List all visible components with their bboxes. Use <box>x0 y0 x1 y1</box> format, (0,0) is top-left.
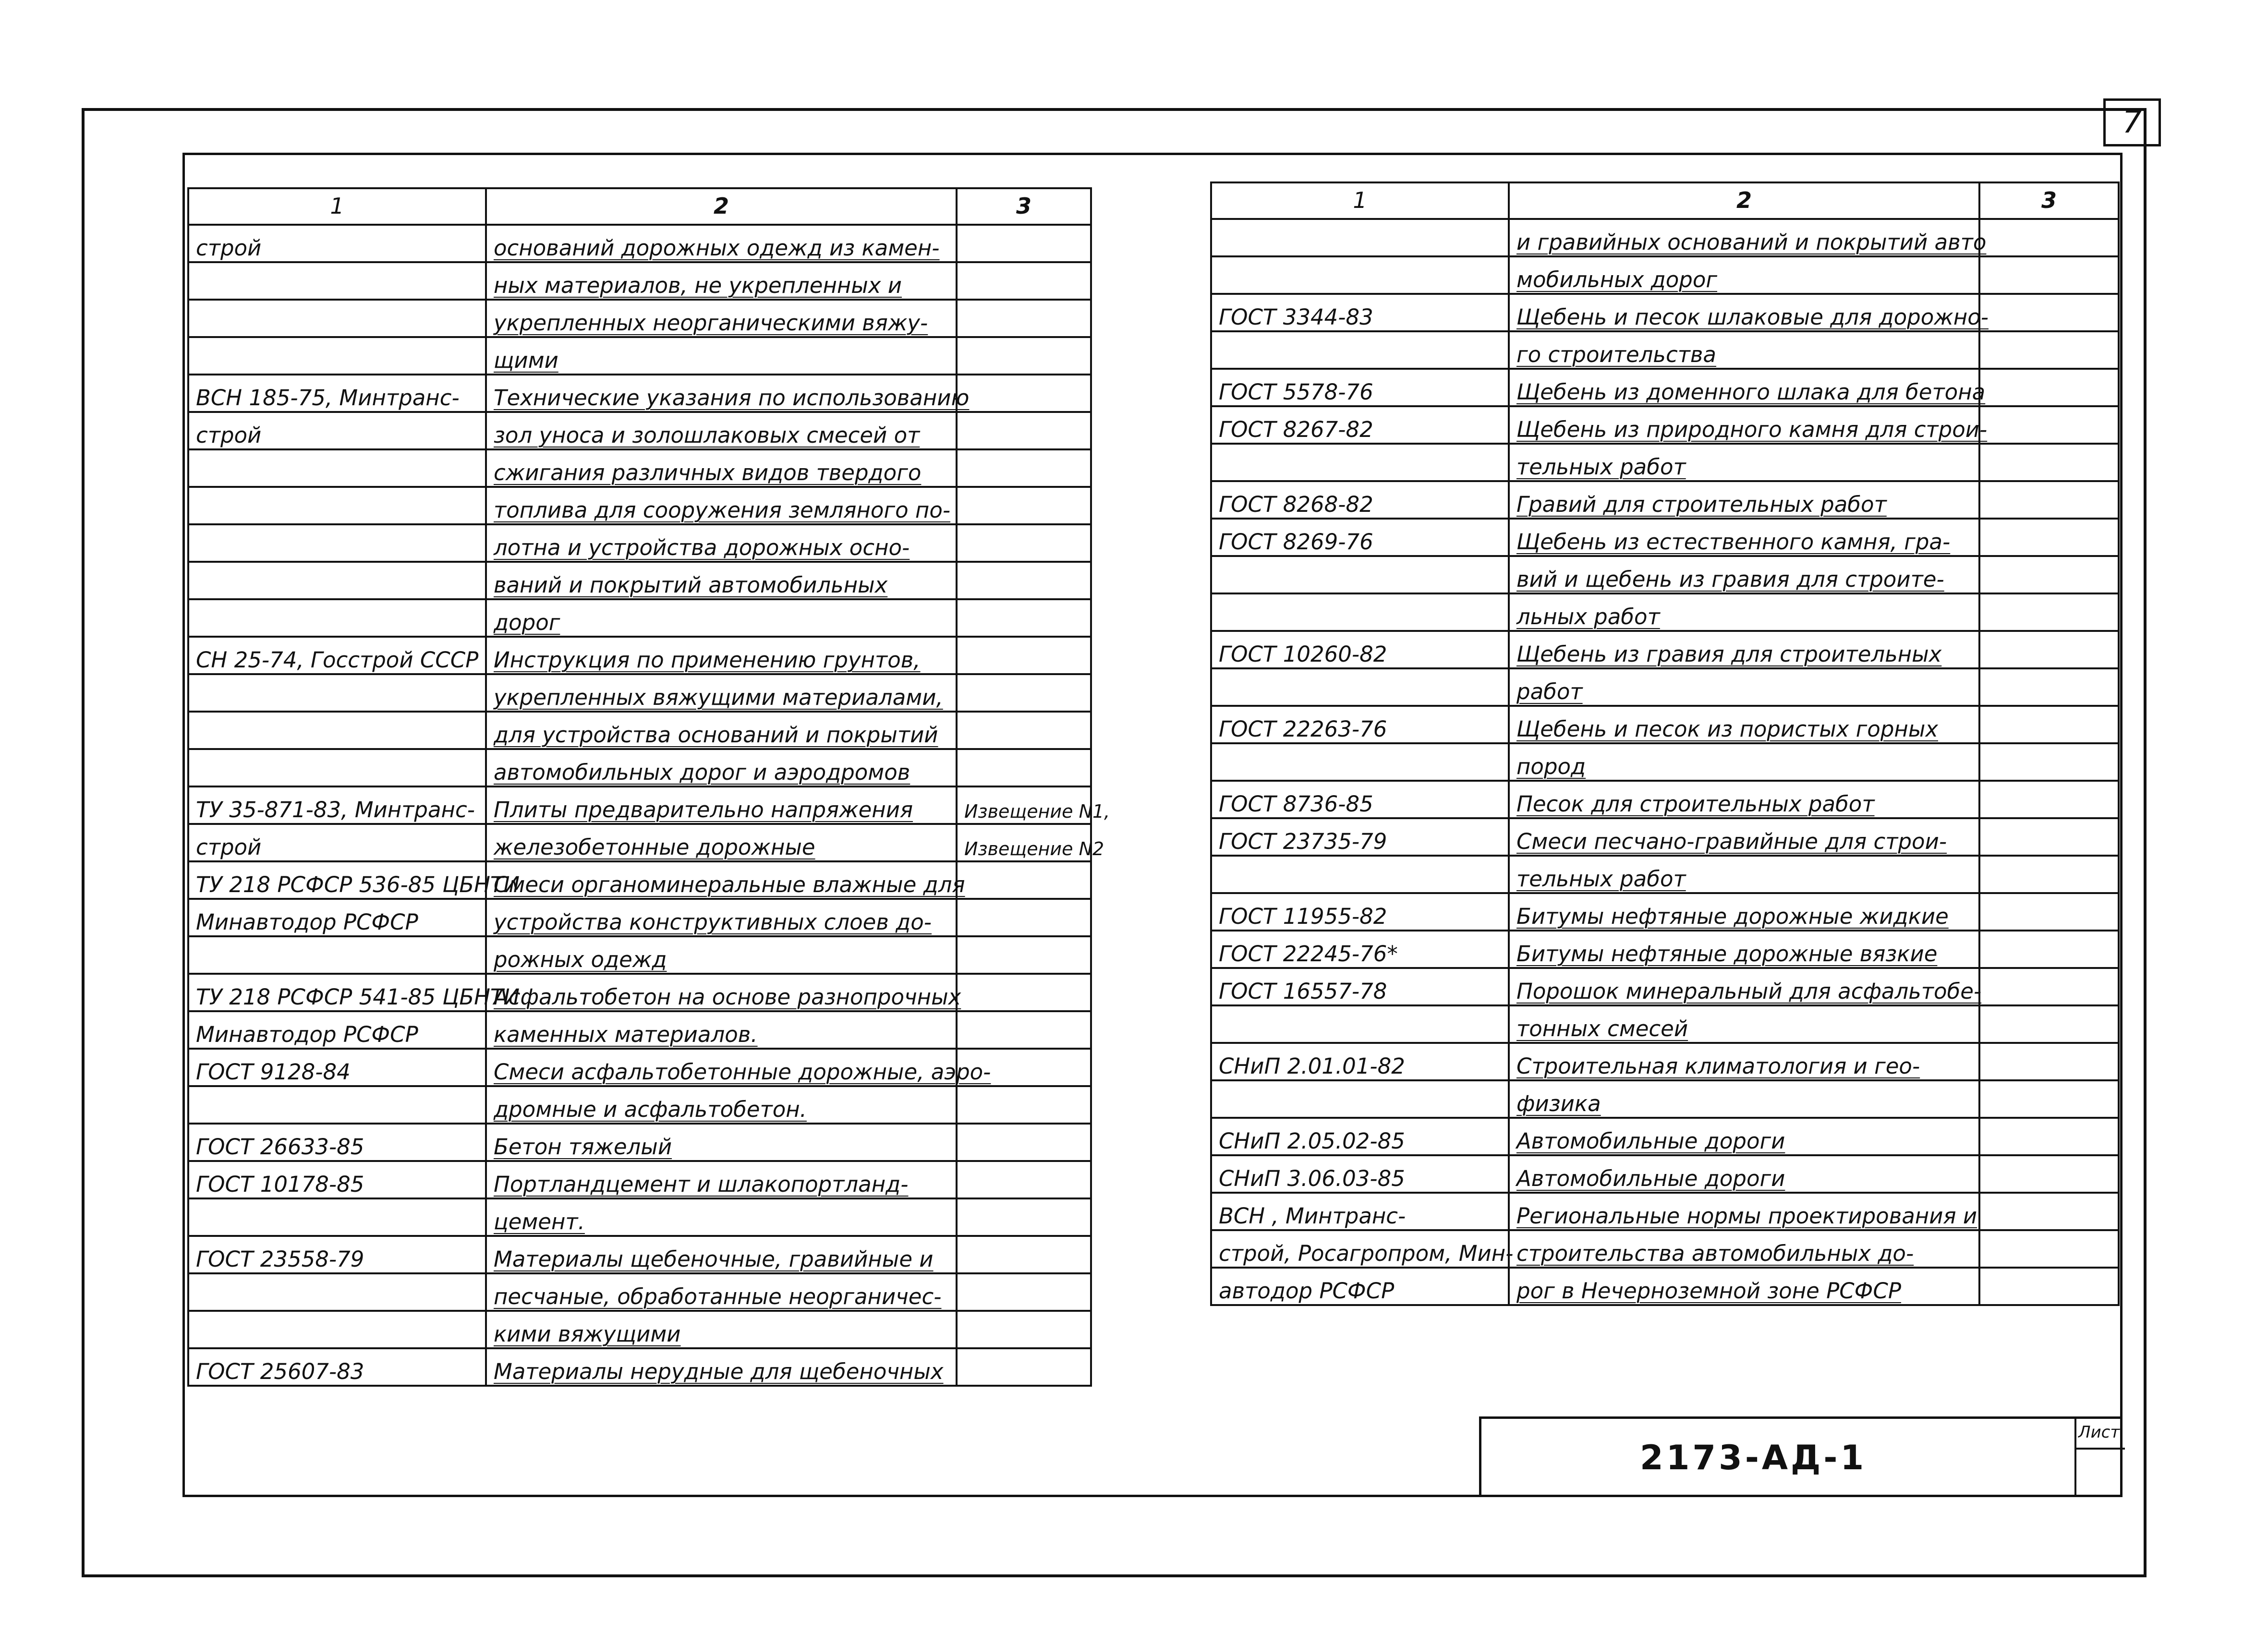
document-title-cell: Смеси органоминеральные влажные для <box>486 861 957 899</box>
note-cell <box>1979 818 2119 856</box>
document-title-cell: песчаные, обработанные неорганичес- <box>486 1273 957 1311</box>
document-code-cell <box>188 712 486 749</box>
document-code-cell <box>1211 593 1509 631</box>
note-cell <box>1979 856 2119 893</box>
table-row <box>188 375 1091 412</box>
table-row <box>188 1086 1091 1124</box>
table-row <box>188 300 1091 337</box>
document-code-cell <box>1211 1005 1509 1043</box>
table-row <box>188 637 1091 674</box>
document-title-cell: автомобильных дорог и аэродромов <box>486 749 957 786</box>
title-block <box>1479 1416 2122 1497</box>
document-code-cell: ГОСТ 8736-85 <box>1211 781 1509 818</box>
document-title-cell: вий и щебень из гравия для строите- <box>1509 556 1979 593</box>
document-code-cell: СНиП 2.05.02-85 <box>1211 1118 1509 1155</box>
note-cell <box>957 1161 1091 1198</box>
document-title-cell: го строительства <box>1509 331 1979 369</box>
right-table-header <box>1211 182 2119 219</box>
document-title-cell: физика <box>1509 1080 1979 1118</box>
document-code-cell: ВСН , Минтранс- <box>1211 1193 1509 1230</box>
table-row <box>1211 1080 2119 1118</box>
document-title-cell: Щебень из гравия для строительных <box>1509 631 1979 668</box>
document-code-cell <box>1211 1080 1509 1118</box>
table-row <box>1211 706 2119 743</box>
note-cell <box>957 599 1091 637</box>
document-title-cell: Региональные нормы проектирования и <box>1509 1193 1979 1230</box>
note-cell <box>1979 331 2119 369</box>
document-code-cell: СНиП 3.06.03-85 <box>1211 1155 1509 1193</box>
document-title-cell: ваний и покрытий автомобильных <box>486 562 957 599</box>
note-cell <box>1979 781 2119 818</box>
document-code-cell <box>188 524 486 562</box>
left-table-header <box>188 188 1091 225</box>
note-cell: Извещение N1, <box>957 786 1091 824</box>
document-code-cell: ГОСТ 11955-82 <box>1211 893 1509 931</box>
document-title-cell: тельных работ <box>1509 444 1979 481</box>
note-cell <box>1979 519 2119 556</box>
note-cell <box>1979 1155 2119 1193</box>
table-row <box>1211 444 2119 481</box>
sheet-label: Лист <box>2078 1423 2120 1442</box>
table-row <box>188 1273 1091 1311</box>
note-cell <box>957 1198 1091 1236</box>
document-title-cell: тонных смесей <box>1509 1005 1979 1043</box>
note-cell <box>957 861 1091 899</box>
table-row <box>188 749 1091 786</box>
document-code-cell: ГОСТ 23558-79 <box>188 1236 486 1273</box>
table-row <box>1211 406 2119 444</box>
document-code-cell: ГОСТ 23735-79 <box>1211 818 1509 856</box>
document-code-cell <box>188 749 486 786</box>
document-title-cell: Бетон тяжелый <box>486 1124 957 1161</box>
table-row <box>188 599 1091 637</box>
document-title-cell: ных материалов, не укрепленных и <box>486 262 957 300</box>
note-cell <box>957 487 1091 524</box>
document-title-cell: мобильных дорог <box>1509 256 1979 294</box>
document-code-cell <box>188 562 486 599</box>
note-cell <box>957 262 1091 300</box>
table-row <box>188 524 1091 562</box>
table-row <box>188 1161 1091 1198</box>
table-row <box>188 786 1091 824</box>
document-title-cell: льных работ <box>1509 593 1979 631</box>
note-cell <box>957 712 1091 749</box>
note-cell <box>1979 668 2119 706</box>
table-row <box>1211 856 2119 893</box>
left-reference-table <box>187 187 1110 1387</box>
note-cell <box>1979 1043 2119 1080</box>
table-row <box>188 712 1091 749</box>
note-cell <box>1979 369 2119 406</box>
note-cell <box>1979 556 2119 593</box>
column-header-2: 2 <box>486 188 957 225</box>
document-code-cell: Минавтодор РСФСР <box>188 899 486 936</box>
document-title-cell: Материалы щебеночные, гравийные и <box>486 1236 957 1273</box>
note-cell <box>1979 444 2119 481</box>
document-title-cell: рог в Нечерноземной зоне РСФСР <box>1509 1268 1979 1305</box>
note-cell <box>957 1011 1091 1049</box>
document-code-cell: строй <box>188 412 486 449</box>
document-title-cell: укрепленных вяжущими материалами, <box>486 674 957 712</box>
table-row <box>188 225 1091 262</box>
document-title-cell: Смеси асфальтобетонные дорожные, аэро- <box>486 1049 957 1086</box>
column-header-2: 2 <box>1509 182 1979 219</box>
document-title-cell: устройства конструктивных слоев до- <box>486 899 957 936</box>
table-row <box>1211 743 2119 781</box>
table-row <box>188 974 1091 1011</box>
document-code-cell <box>188 1198 486 1236</box>
document-code-cell <box>188 599 486 637</box>
table-row <box>188 824 1091 861</box>
document-code: 2173-АД-1 <box>1640 1438 1867 1477</box>
document-code-cell: СН 25-74, Госстрой СССР <box>188 637 486 674</box>
document-title-cell: Строительная климатология и гео- <box>1509 1043 1979 1080</box>
document-title-cell: Технические указания по использованию <box>486 375 957 412</box>
document-title-cell: укрепленных неорганическими вяжу- <box>486 300 957 337</box>
note-cell <box>1979 256 2119 294</box>
table-row <box>188 1348 1091 1386</box>
note-cell <box>957 974 1091 1011</box>
column-header-3: 3 <box>957 188 1091 225</box>
table-row <box>188 1198 1091 1236</box>
document-title-cell: и гравийных оснований и покрытий авто <box>1509 219 1979 256</box>
note-cell <box>957 1086 1091 1124</box>
document-title-cell: Щебень из естественного камня, гра- <box>1509 519 1979 556</box>
document-title-cell: Портландцемент и шлакопортланд- <box>486 1161 957 1198</box>
document-code-cell <box>1211 668 1509 706</box>
document-title-cell: Щебень и песок из пористых горных <box>1509 706 1979 743</box>
document-code-cell: ГОСТ 22263-76 <box>1211 706 1509 743</box>
table-row <box>1211 631 2119 668</box>
document-code-cell <box>1211 219 1509 256</box>
table-row <box>1211 1118 2119 1155</box>
sheet-number <box>2103 98 2161 146</box>
document-code-cell <box>188 674 486 712</box>
table-row <box>188 1236 1091 1273</box>
table-row <box>188 861 1091 899</box>
table-row <box>188 412 1091 449</box>
document-title-cell: Щебень из доменного шлака для бетона <box>1509 369 1979 406</box>
table-row <box>188 936 1091 974</box>
document-title-cell: рожных одежд <box>486 936 957 974</box>
document-code-cell: строй, Росагропром, Мин- <box>1211 1230 1509 1268</box>
document-code-cell: ГОСТ 5578-76 <box>1211 369 1509 406</box>
document-title-cell: дромные и асфальтобетон. <box>486 1086 957 1124</box>
table-row <box>1211 931 2119 968</box>
document-title-cell: Щебень из природного камня для строи- <box>1509 406 1979 444</box>
document-title-cell: строительства автомобильных до- <box>1509 1230 1979 1268</box>
document-title-cell: Автомобильные дороги <box>1509 1118 1979 1155</box>
table-row <box>188 337 1091 375</box>
table-row <box>1211 1268 2119 1305</box>
document-code-cell: ГОСТ 8267-82 <box>1211 406 1509 444</box>
document-code-cell: строй <box>188 824 486 861</box>
document-title-cell: Инструкция по применению грунтов, <box>486 637 957 674</box>
note-cell <box>957 637 1091 674</box>
document-code-cell <box>188 262 486 300</box>
document-code-cell <box>188 1311 486 1348</box>
note-cell <box>957 562 1091 599</box>
table-row <box>1211 294 2119 331</box>
note-cell <box>1979 1268 2119 1305</box>
table-row <box>188 899 1091 936</box>
document-title-cell: пород <box>1509 743 1979 781</box>
document-code-cell: ВСН 185-75, Минтранс- <box>188 375 486 412</box>
document-code-cell <box>188 337 486 375</box>
document-code-cell <box>1211 856 1509 893</box>
table-row <box>1211 968 2119 1005</box>
note-cell: Извещение N2 <box>957 824 1091 861</box>
note-cell <box>957 749 1091 786</box>
table-row <box>1211 1155 2119 1193</box>
note-cell <box>1979 406 2119 444</box>
note-cell <box>1979 893 2119 931</box>
table-row <box>188 449 1091 487</box>
table-row <box>1211 556 2119 593</box>
note-cell <box>1979 968 2119 1005</box>
document-title-cell: Материалы нерудные для щебеночных <box>486 1348 957 1386</box>
document-code-cell <box>188 449 486 487</box>
document-code-cell: ГОСТ 22245-76* <box>1211 931 1509 968</box>
table-row <box>188 674 1091 712</box>
note-cell <box>957 1348 1091 1386</box>
document-code-cell <box>188 1086 486 1124</box>
document-code-cell: СНиП 2.01.01-82 <box>1211 1043 1509 1080</box>
document-title-cell: зол уноса и золошлаковых смесей от <box>486 412 957 449</box>
note-cell <box>1979 631 2119 668</box>
document-code-cell: ГОСТ 10260-82 <box>1211 631 1509 668</box>
document-title-cell: Смеси песчано-гравийные для строи- <box>1509 818 1979 856</box>
note-cell <box>1979 1193 2119 1230</box>
document-code-cell: Минавтодор РСФСР <box>188 1011 486 1049</box>
note-cell <box>1979 1005 2119 1043</box>
note-cell <box>957 300 1091 337</box>
table-row <box>1211 781 2119 818</box>
table-row <box>1211 1193 2119 1230</box>
note-cell <box>957 1273 1091 1311</box>
column-header-1: 1 <box>188 188 486 225</box>
note-cell <box>957 674 1091 712</box>
document-title-cell: железобетонные дорожные <box>486 824 957 861</box>
table-row <box>1211 893 2119 931</box>
note-cell <box>1979 743 2119 781</box>
column-header-3: 3 <box>1979 182 2119 219</box>
document-code-cell: ГОСТ 8268-82 <box>1211 481 1509 519</box>
document-code-cell: автодор РСФСР <box>1211 1268 1509 1305</box>
document-title-cell: работ <box>1509 668 1979 706</box>
document-code-cell <box>188 936 486 974</box>
table-row <box>188 262 1091 300</box>
note-cell <box>1979 219 2119 256</box>
document-title-cell: Порошок минеральный для асфальтобе- <box>1509 968 1979 1005</box>
note-cell <box>957 1311 1091 1348</box>
column-header-1: 1 <box>1211 182 1509 219</box>
document-code-cell <box>188 1273 486 1311</box>
document-title-cell: Асфальтобетон на основе разнопрочных <box>486 974 957 1011</box>
document-code-cell: ГОСТ 25607-83 <box>188 1348 486 1386</box>
document-code-cell <box>188 300 486 337</box>
sheet-number-text: 7 <box>2122 105 2142 140</box>
document-code-cell: строй <box>188 225 486 262</box>
note-cell <box>957 375 1091 412</box>
note-cell <box>957 337 1091 375</box>
document-code-cell <box>1211 256 1509 294</box>
document-title-cell: цемент. <box>486 1198 957 1236</box>
note-cell <box>957 412 1091 449</box>
note-cell <box>957 899 1091 936</box>
note-cell <box>1979 294 2119 331</box>
table-row <box>188 1124 1091 1161</box>
note-cell <box>1979 481 2119 519</box>
document-code-cell: ГОСТ 16557-78 <box>1211 968 1509 1005</box>
document-title-cell: Битумы нефтяные дорожные вязкие <box>1509 931 1979 968</box>
table-row <box>188 1011 1091 1049</box>
table-row <box>188 487 1091 524</box>
document-title-cell: Плиты предварительно напряжения <box>486 786 957 824</box>
document-code-cell: ТУ 35-871-83, Минтранс- <box>188 786 486 824</box>
table-row <box>1211 519 2119 556</box>
note-cell <box>957 449 1091 487</box>
note-cell <box>1979 1080 2119 1118</box>
table-row <box>1211 818 2119 856</box>
note-cell <box>1979 593 2119 631</box>
note-cell <box>957 936 1091 974</box>
table-row <box>1211 219 2119 256</box>
document-code-cell <box>1211 444 1509 481</box>
document-title-cell: Песок для строительных работ <box>1509 781 1979 818</box>
document-code-cell: ГОСТ 10178-85 <box>188 1161 486 1198</box>
document-title-cell: для устройства оснований и покрытий <box>486 712 957 749</box>
document-title-cell: лотна и устройства дорожных осно- <box>486 524 957 562</box>
document-code-cell <box>1211 743 1509 781</box>
document-title-cell: щими <box>486 337 957 375</box>
note-cell <box>957 225 1091 262</box>
document-code-cell: ТУ 218 РСФСР 536-85 ЦБНТИ <box>188 861 486 899</box>
document-code-cell <box>188 487 486 524</box>
right-reference-table <box>1210 181 2120 1306</box>
document-title-cell: дорог <box>486 599 957 637</box>
table-row <box>1211 481 2119 519</box>
document-code-cell: ГОСТ 8269-76 <box>1211 519 1509 556</box>
note-cell <box>957 1236 1091 1273</box>
note-cell <box>1979 1118 2119 1155</box>
document-code-cell <box>1211 331 1509 369</box>
table-row <box>1211 668 2119 706</box>
document-title-cell: Гравий для строительных работ <box>1509 481 1979 519</box>
document-code-cell <box>1211 556 1509 593</box>
table-row <box>1211 1043 2119 1080</box>
table-row <box>1211 256 2119 294</box>
document-code-cell: ГОСТ 26633-85 <box>188 1124 486 1161</box>
table-row <box>1211 593 2119 631</box>
document-title-cell: Автомобильные дороги <box>1509 1155 1979 1193</box>
document-code-cell: ГОСТ 9128-84 <box>188 1049 486 1086</box>
table-row <box>1211 1005 2119 1043</box>
document-title-cell: кими вяжущими <box>486 1311 957 1348</box>
document-title-cell: сжигания различных видов твердого <box>486 449 957 487</box>
document-title-cell: топлива для сооружения земляного по- <box>486 487 957 524</box>
sheet-cell <box>2074 1419 2125 1495</box>
table-row <box>188 1311 1091 1348</box>
note-cell <box>1979 931 2119 968</box>
table-row <box>1211 369 2119 406</box>
note-cell <box>957 524 1091 562</box>
document-code-cell: ГОСТ 3344-83 <box>1211 294 1509 331</box>
document-title-cell: каменных материалов. <box>486 1011 957 1049</box>
document-code-cell: ТУ 218 РСФСР 541-85 ЦБНТИ <box>188 974 486 1011</box>
table-row <box>188 1049 1091 1086</box>
note-cell <box>1979 1230 2119 1268</box>
document-title-cell: Щебень и песок шлаковые для дорожно- <box>1509 294 1979 331</box>
note-cell <box>957 1124 1091 1161</box>
document-title-cell: Битумы нефтяные дорожные жидкие <box>1509 893 1979 931</box>
table-row <box>188 562 1091 599</box>
table-row <box>1211 331 2119 369</box>
document-title-cell: оснований дорожных одежд из камен- <box>486 225 957 262</box>
note-cell <box>1979 706 2119 743</box>
document-title-cell: тельных работ <box>1509 856 1979 893</box>
table-row <box>1211 1230 2119 1268</box>
